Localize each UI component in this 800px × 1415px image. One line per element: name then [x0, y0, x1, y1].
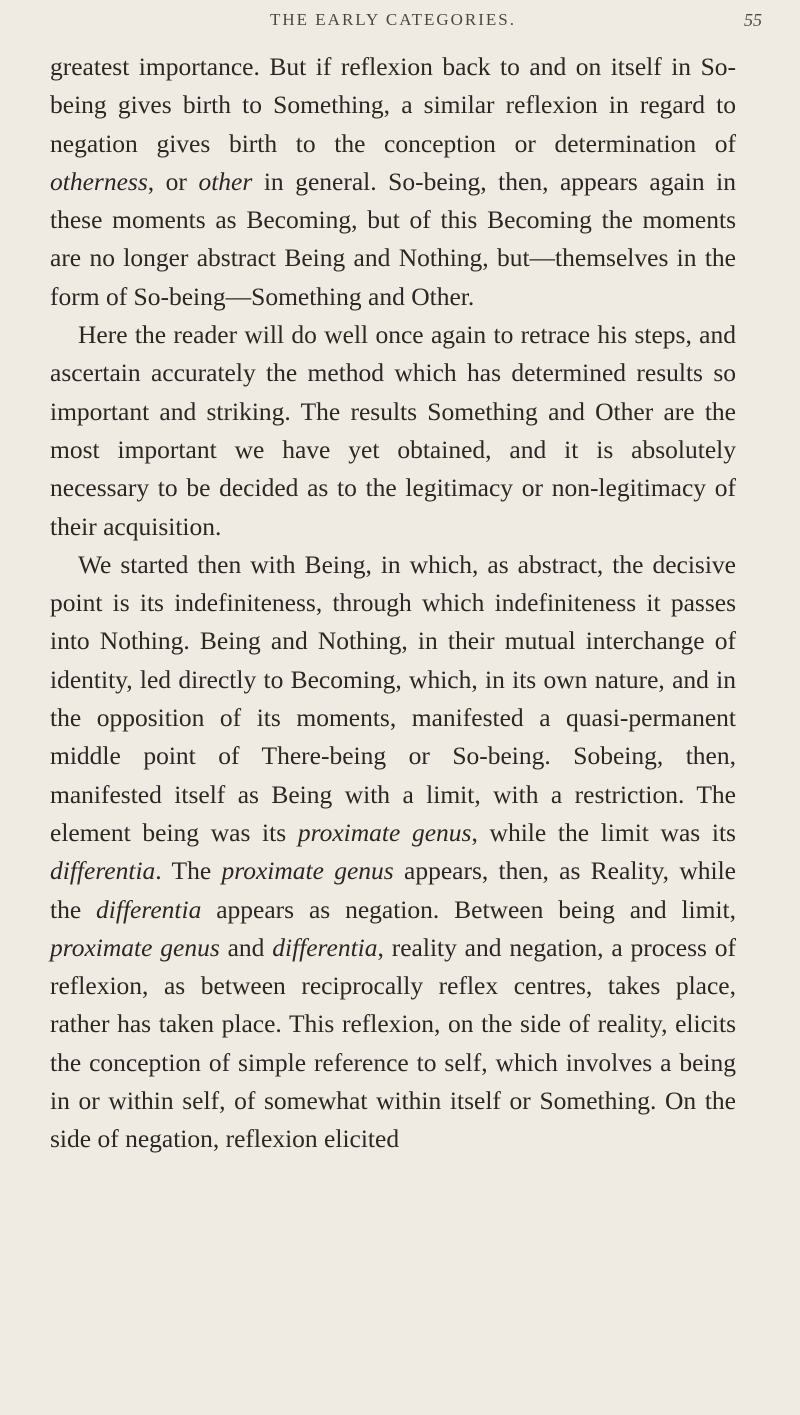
italic-term: proximate genus [50, 932, 220, 962]
text-run: . The [155, 856, 222, 886]
text-run: greatest importance. But if reflexion back to and on itself in So-being gives birth to Something, a similar reflexion in regard to negation gives birth to the conception or determination of [50, 52, 736, 158]
running-head [50, 0, 762, 48]
text-run: Here the reader will do well once again to retrace his steps, and ascertain accurately the method which has determined results so important and striking. The results Something and Other are the most important we have yet obtained, and it is absolutely necessary to be decided as to the legitimacy or non-legitimacy of their acquisition. [50, 320, 736, 541]
text-run: appears, then, as Reality, while the [50, 856, 736, 924]
text-run: We started then with Being, in which, as abstract, the decisive point is its indefiniteness, through which indefiniteness it passes into Nothing. Being and Nothing, in their mutual interchange of identity, led directly to Becoming, which, in its own nature, and in the opposition of its moments, manifested a quasi-permanent middle point of There-being or So-being. Sobeing, then, manifested itself as Being with a limit, with a restriction. The element being was its [50, 549, 736, 847]
italic-term: proximate genus [221, 856, 394, 886]
italic-term: other [198, 166, 253, 196]
text-run: in general. So-being, then, appears again in these moments as Becoming, but of this Becoming the moments are no longer abstract Being and Nothing, but—themselves in the form of So-being—Something and Other. [50, 166, 736, 311]
paragraph [50, 546, 736, 1159]
running-title: THE EARLY CATEGORIES. [269, 10, 517, 29]
paragraph [50, 48, 736, 316]
body-text [50, 48, 736, 1159]
paragraph [50, 316, 736, 546]
text-run: , while the limit was its [471, 817, 736, 847]
text-run: and [219, 932, 273, 962]
text-run: appears as negation. Between being and limit, [201, 894, 736, 924]
text-run: , reality and negation, a process of reflexion, as between reciprocally reflex centres, takes place, rather has taken place. This reflexion, on the side of reality, elicits the conception of simple reference to self, which involves a being in or within self, of somewhat within itself or Something. On the side of negation, reflexion elicited [50, 932, 736, 1154]
page-number: 55 [744, 10, 762, 30]
text-run: , or [147, 166, 199, 196]
italic-term: differentia [272, 932, 378, 962]
italic-term: otherness [50, 166, 148, 196]
italic-term: differentia [96, 894, 202, 924]
italic-term: differentia [50, 856, 156, 886]
italic-term: proximate genus [297, 817, 472, 847]
